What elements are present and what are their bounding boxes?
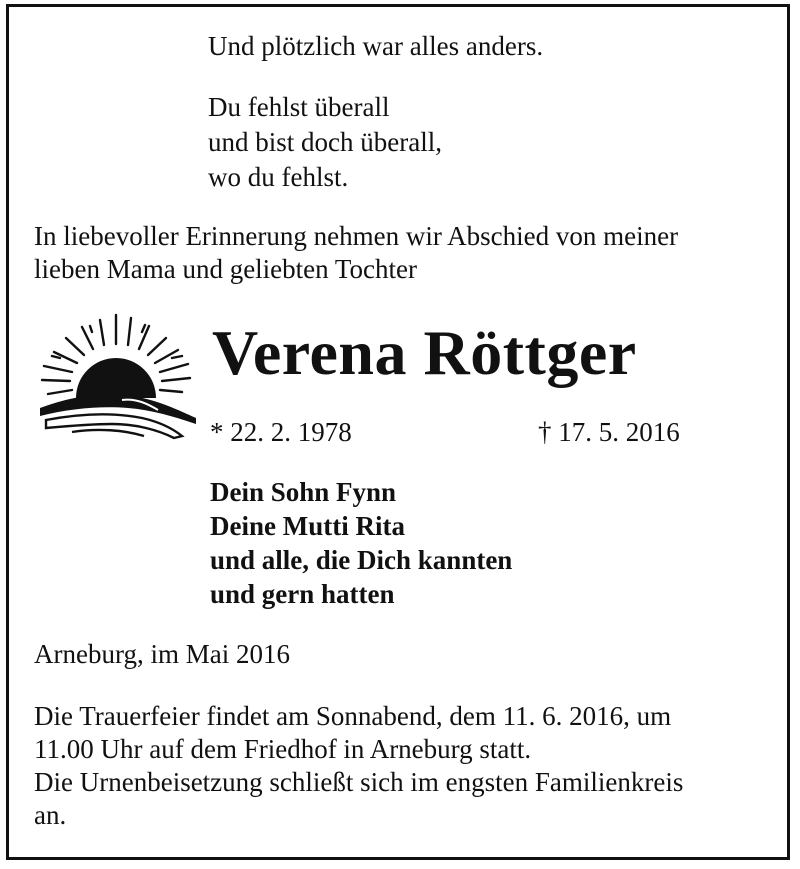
mourner-line: Dein Sohn Fynn — [210, 477, 397, 507]
poem-line-3: und bist doch überall, — [208, 127, 442, 157]
funeral-line-3: Die Urnenbeisetzung schließt sich im engsten Familienkreis — [34, 767, 684, 797]
death-date: † 17. 5. 2016 — [538, 417, 680, 447]
poem-line-2: Du fehlst überall — [208, 92, 390, 122]
funeral-line-4: an. — [34, 800, 67, 830]
intro-line-2: lieben Mama und geliebten Tochter — [34, 254, 417, 284]
mourner-line: Deine Mutti Rita — [210, 511, 405, 541]
mourner-line: und gern hatten — [210, 579, 395, 609]
funeral-line-2: 11.00 Uhr auf dem Friedhof in Arneburg statt. — [34, 734, 532, 764]
poem-line-4: wo du fehlst. — [208, 162, 349, 192]
funeral-line-1: Die Trauerfeier findet am Sonnabend, dem 11. 6. 2016, um — [34, 701, 672, 731]
mourner-line: und alle, die Dich kannten — [210, 545, 513, 575]
sunset-hills-icon — [32, 312, 202, 444]
intro-line-1: In liebevoller Erinnerung nehmen wir Abschied von meiner — [34, 221, 679, 251]
poem-line-1: Und plötzlich war alles anders. — [208, 31, 544, 61]
deceased-name: Verena Röttger — [212, 317, 637, 388]
birth-date: * 22. 2. 1978 — [210, 417, 352, 447]
place-date: Arneburg, im Mai 2016 — [34, 639, 290, 669]
